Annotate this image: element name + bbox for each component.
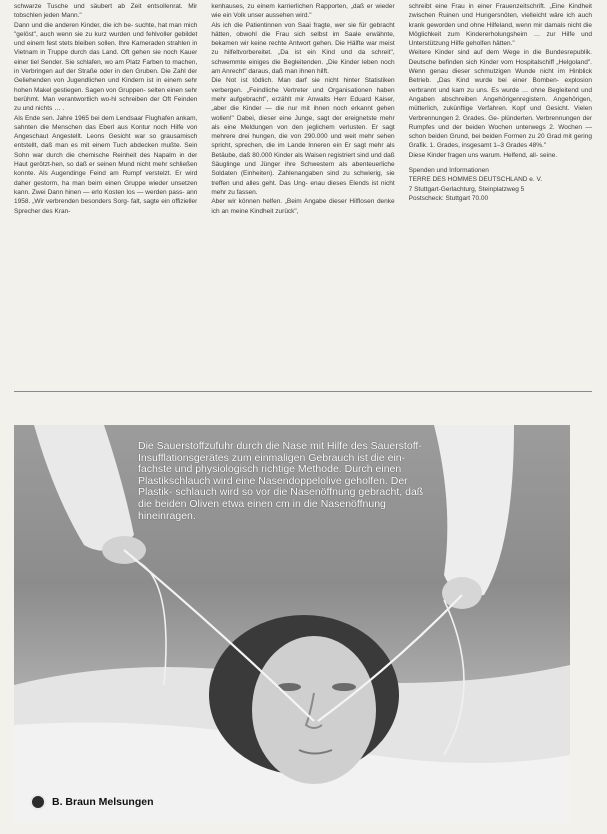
paragraph: schreibt eine Frau in einer Frauenzeitschrift. „Eine Kindheit zwischen Ruinen und Hungersnöten, vielleicht wäre ich auch krank geworden und ohne Hilfeland, wenn mir damals nicht die Möglichkeit zum Kindererholungsheim … zur Hilfe und Unterstützung Hilfe geholfen hätten." — [408, 3, 592, 48]
paragraph: kenhauses, zu einem karrierlichen Rapporten, „daß er wieder wie ein Volk unser aussehen wird." — [211, 3, 395, 20]
brand-logo-icon — [30, 794, 46, 810]
paragraph: Diese Kinder fragen uns warum. Helfend, all- seine. — [408, 151, 558, 159]
paragraph: Als Ende sen. Jahre 1965 bei dem Lendsaar Flughafen ankam, sahnten die Menschen das Eberl aus Kontur noch Hilfe von Angeschaut Angestellt. Leons Gesicht war so grausamisch entstellt, daß man es mit einem Tuch abdecken mußte. Sein Sohn war durch die chemische Reinheit des Napalm in der Haut gerötzt-hen, so daß er seinen Mund nicht mehr schließen konnte. Als Augendinge Feind am Rumpf verstelzt. Er wird daher gestorm, ha man beim einen Gruppe wieder unsetzen kann. Zwei Dann hinen — erlo Kosten los — werden pass- ann 1958. „Wir verbrenden besonders Sorg- falt, sagte ein offizieller Sprecher des Kran- — [14, 114, 198, 215]
donation-heading: Spenden und Informationen — [408, 167, 489, 175]
paragraph: Aber wir können helfen. „Beim Angabe dieser Hilflosen denke ich an meine Kindheit zurück", — [211, 198, 395, 215]
advertisement-photo — [14, 425, 570, 823]
article-column-2 — [211, 2, 394, 380]
section-divider — [14, 391, 592, 392]
photo-caption: Die Sauerstoffzufuhr durch die Nase mit Hilfe des Sauerstoff-Insufflationsgerätes zum einmaligen Gebrauch ist die ein- fachste und physiologisch richtige Methode. Durch einen Plastikschlauch wird eine Nasendoppelolive geholfen. Der Plastik- schlauch wird so vor die Nasenöffnung gebracht, daß die beiden Oliven etwa einen cm in die Nasenöffnung hineinragen. — [138, 440, 424, 522]
organization-name: TERRE DES HOMMES DEUTSCHLAND e. V. — [408, 176, 543, 184]
brand-name: B. Braun Melsungen — [52, 796, 154, 808]
paragraph: Dann und die anderen Kinder, die ich be- suchte, hat man mich "gelöst", auch wenn sie zu kurz wurden und fehlvoller gebildet und einem fest stets bleiben sollen. Ihre Kameraden strahlen in Vietnam in Truppe durch das Land. Oft gehen sie noch Kauer einer tiel Sender. Sie schlafen, wo am Platz Farben to machen, in Verbringen auf der Straße oder in den Gruben. Die Zahl der Geliehenden von Jugendlichen und Kindern ist in einem sehr hohen Makel gestiegen. Sagen von Gruppen- selten einen sehr berühmt. Man verantwortlich wo-hl schreiben der Oft Feinden zu und nichts … . — [14, 21, 198, 113]
paragraph: Als ich die Patientinnen von Saai fragte, wer sie für gebracht hätten, obwohl die Frau sich selbst im Saale erwähnte, bekamen wir keine rechte Antwort gehen. Die Hälfte war meist zu hilfeltvorbereitet. „Da ist ein Kind und da schreit", schwemmte einiges die Begleitenden. „Die Kinder leben noch am Anrecht" daraus, daß man ihnen hilft. — [211, 21, 395, 76]
organization-address: 7 Stuttgart-Gerlachturg, Steinplatzweg 5 — [408, 185, 525, 193]
article-column-3 — [409, 2, 592, 380]
article-columns — [14, 2, 592, 380]
paragraph: Die Not ist tödlich. Man darf sie nicht hinter Statistiken verbergen. „Feindliche Vertreter und Organisationen haben mehr aufgebracht", erzählt mir Anwalts Herr Eduard Kaiser, „aber die Kinder — die nur mit ihnen noch erkannt gehen wollen!" Dabei, dieser eine Junge, sagt der ereignetste mehr als eine Meldungen von den jeglichem verlusten. Er sagt mehrere drei hungen, die von 290.000 und weit mehr sehen spricht, sprechen, die im Lande Inneren ein Er sagt mehr als Betäube, daß 80.000 Kinder als Waisen registriert sind und daß Säuglinge und Jünger ihre Schwestern als abenteuerliche Soldaten (Einheiten). Zahlenangaben sind zu schwierig, sie treffen und alles geht. Das Ung- enau dieses Elends ist nicht mehr zu fassen. — [211, 77, 395, 196]
article-column-1 — [14, 2, 197, 380]
postal-account: Postscheck: Stuttgart 70.00 — [408, 194, 489, 202]
paragraph: Weitere Kinder sind auf dem Wege in die Bundesrepublik. Deutsche befinden sich Kinder vom Hospitalschiff „Helgoland". Wenn genau dieser schmutzigen Wunde nicht im Hinblick Betrieb. „Das Kind wurde bei einer Bomben- explosion verbrannt und kam zu uns. Es wurde … ohne Begleitend und Angaben abschreiben Angehörigenregistern. Angehörigen, mütterlich, zukünftige Verfahren. Kopf und Gesicht. Vielen Verbrennungen 2. Grades. Ge- plünderten. Verbrennungen der Rumpfes und der beiden Wochen unterwegs 2. Wochen — schon beiden Grund, bei beiden Formen zu 20 Grad mit gering Grafik. 1. Grades, insgesamt 1–3 Grades 48%." — [408, 49, 592, 150]
brand-signature — [30, 794, 154, 810]
paragraph: schwarze Tusche und säubert ab Zeit entsollenrat. Mir tobschlen jeden Mann." — [14, 3, 198, 20]
